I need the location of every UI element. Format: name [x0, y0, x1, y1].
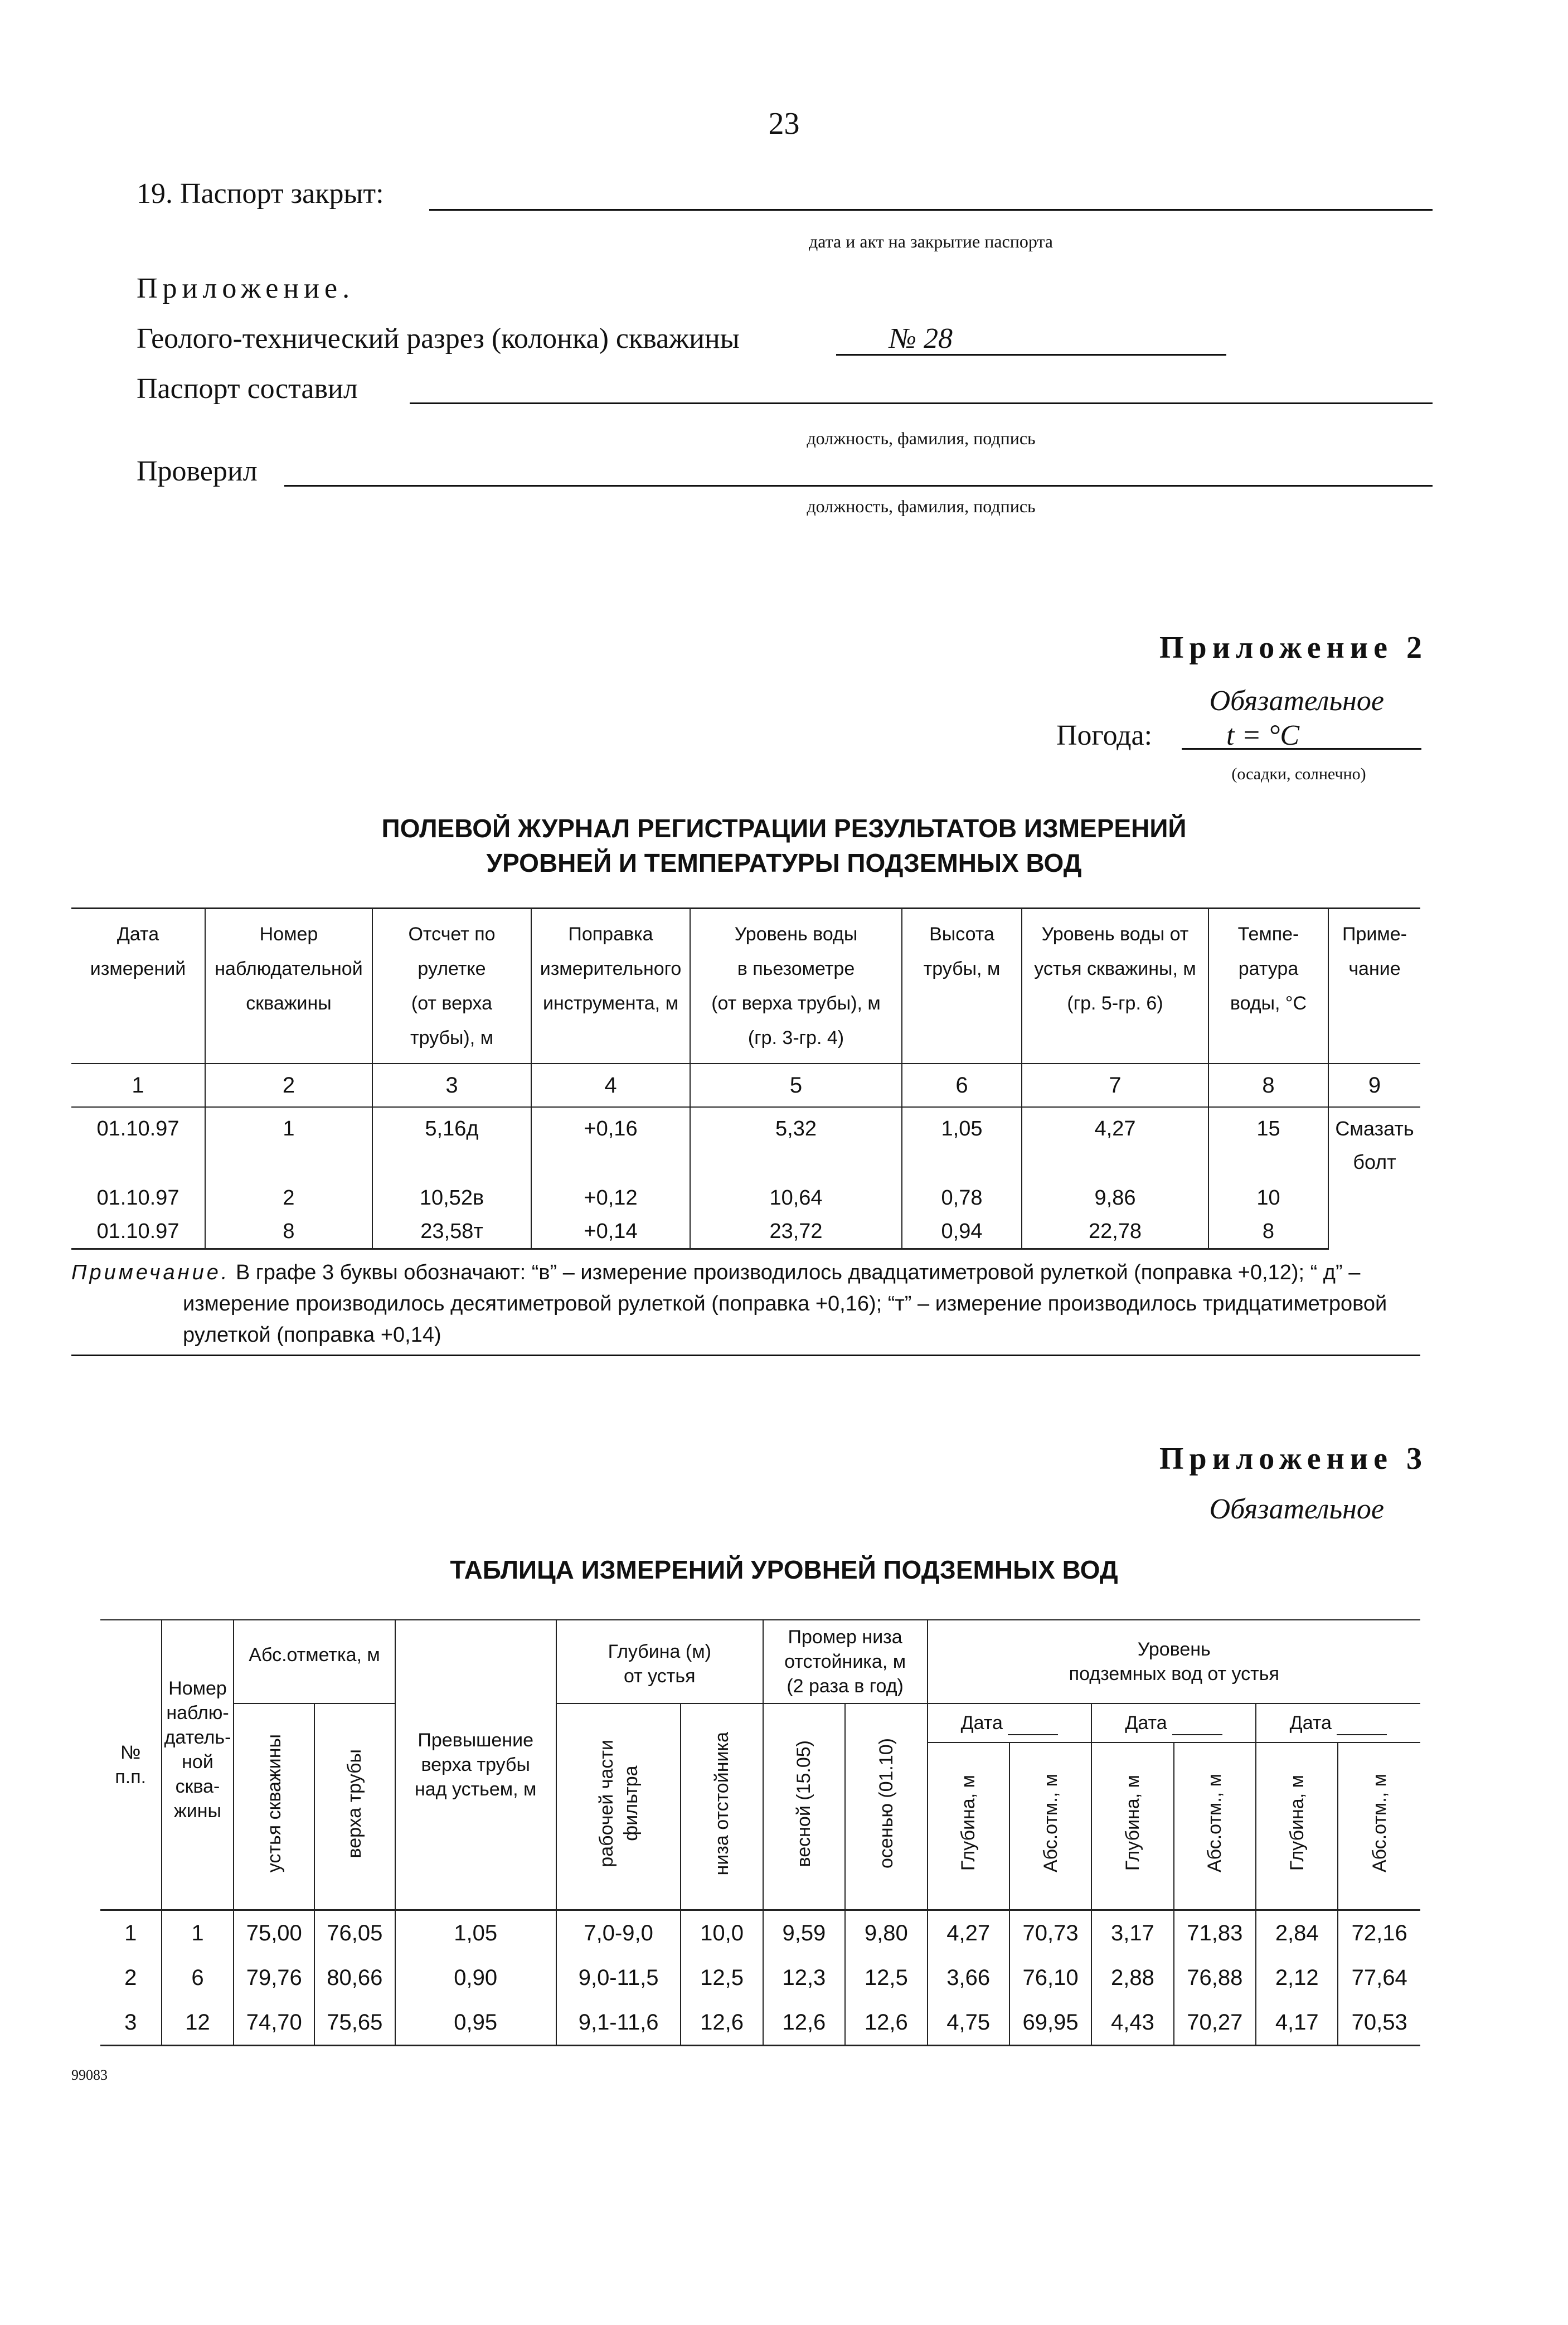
col-header-pipe-height: Высота трубы, м	[902, 909, 1022, 1064]
table-row: 01.10.97 1 5,16д +0,16 5,32 1,05 4,27 15 Смазать болт	[71, 1107, 1420, 1145]
col-header-sump-bottom: низа отстойника	[681, 1703, 763, 1910]
col-header-abs-wellhead: устья скважины	[234, 1703, 314, 1910]
table-row: 01.10.97 8 23,58т +0,14 23,72 0,94 22,78 8	[71, 1215, 1420, 1249]
appendix-label: Приложение.	[137, 273, 355, 304]
checked-caption: должность, фамилия, подпись	[807, 496, 1036, 516]
weather-value: t = °C	[1226, 720, 1300, 751]
appendix3-status: Обязательное	[1209, 1493, 1384, 1525]
col-header-excess: Превышение верха трубы над устьем, м	[395, 1620, 556, 1910]
weather-line	[1182, 748, 1421, 750]
appendix2-title: Приложение 2	[1159, 630, 1428, 665]
compiled-line	[410, 402, 1433, 404]
note-line3: рулеткой (поправка +0,14)	[183, 1323, 441, 1347]
journal-header-row	[71, 909, 1420, 1064]
col-header-depth-1: Глубина, м	[928, 1742, 1009, 1910]
col-header-well: Номер наблюдательной скважины	[205, 909, 372, 1064]
passport-closed-caption: дата и акт на закрытие паспорта	[808, 231, 1053, 251]
checked-line	[284, 485, 1433, 487]
note-line2: измерение производилось десятиметровой рулеткой (поправка +0,16); “т” – измерение производилось тридцатиметровой	[183, 1292, 1387, 1316]
col-header-well-number: Номер наблю- датель- ной сква- жины	[162, 1620, 234, 1910]
journal-heading-line2: УРОВНЕЙ И ТЕМПЕРАТУРЫ ПОДЗЕМНЫХ ВОД	[486, 848, 1082, 877]
col-header-sump: Промер низа отстойника, м (2 раза в год)	[763, 1620, 928, 1703]
journal-note	[71, 1257, 1420, 1351]
measurement-heading: ТАБЛИЦА ИЗМЕРЕНИЙ УРОВНЕЙ ПОДЗЕМНЫХ ВОД	[450, 1555, 1118, 1584]
date-header-1: Дата	[928, 1703, 1092, 1742]
weather-label: Погода:	[1056, 720, 1153, 751]
col-header-correction: Поправка измерительного инструмента, м	[531, 909, 690, 1064]
well-number: № 28	[889, 323, 953, 355]
appendix2-status: Обязательное	[1209, 685, 1384, 717]
table-row: 2 6 79,76 80,66 0,90 9,0-11,5 12,5 12,3 12,5 3,66 76,10 2,88 76,88 2,12 77,64	[100, 1955, 1420, 2000]
note-label: Примечание.	[71, 1261, 230, 1284]
col-header-piezometer: Уровень воды в пьезометре (от верха трубы), м (гр. 3-гр. 4)	[690, 909, 902, 1064]
footer-code: 99083	[71, 2067, 108, 2083]
col-header-remark: Приме- чание	[1328, 909, 1420, 1064]
col-header-absmark-2: Абс.отм., м	[1174, 1742, 1256, 1910]
col-header-abs-mark: Абс.отметка, м	[234, 1620, 395, 1703]
remark-cell: Смазать болт	[1328, 1107, 1420, 1249]
passport-closed-line	[429, 209, 1433, 211]
col-header-temperature: Темпе- ратура воды, °С	[1208, 909, 1328, 1064]
page-number: 23	[768, 106, 800, 141]
col-header-depth: Глубина (м) от устья	[556, 1620, 763, 1703]
weather-caption: (осадки, солнечно)	[1231, 765, 1366, 783]
date-header-3: Дата	[1256, 1703, 1420, 1742]
col-header-date: Дата измерений	[71, 909, 205, 1064]
col-header-abs-pipe: верха трубы	[314, 1703, 395, 1910]
col-header-depth-3: Глубина, м	[1256, 1742, 1338, 1910]
column-numbers-row: 1 2 3 4 5 6 7 8 9	[71, 1064, 1420, 1107]
passport-closed-label: 19. Паспорт закрыт:	[137, 178, 384, 210]
col-header-depth-2: Глубина, м	[1091, 1742, 1173, 1910]
col-header-water-level: Уровень воды от устья скважины, м (гр. 5-гр. 6)	[1022, 909, 1208, 1064]
field-journal-table	[71, 907, 1420, 1250]
table-row: 01.10.97 2 10,52в +0,12 10,64 0,78 9,86 10	[71, 1145, 1420, 1215]
col-header-autumn: осенью (01.10)	[845, 1703, 927, 1910]
col-header-level: Уровень подземных вод от устья	[928, 1620, 1420, 1703]
col-header-spring: весной (15.05)	[763, 1703, 845, 1910]
table-row: 3 12 74,70 75,65 0,95 9,1-11,6 12,6 12,6 12,6 4,75 69,95 4,43 70,27 4,17 70,53	[100, 2000, 1420, 2046]
date-header-2: Дата	[1091, 1703, 1256, 1742]
table-row: 1 1 75,00 76,05 1,05 7,0-9,0 10,0 9,59 9,80 4,27 70,73 3,17 71,83 2,84 72,16	[100, 1910, 1420, 1955]
col-header-num: № п.п.	[100, 1620, 162, 1910]
col-header-reading: Отсчет по рулетке (от верха трубы), м	[372, 909, 531, 1064]
note-bottom-rule	[71, 1355, 1420, 1356]
col-header-filter: рабочей части фильтра	[556, 1703, 681, 1910]
journal-heading-line1: ПОЛЕВОЙ ЖУРНАЛ РЕГИСТРАЦИИ РЕЗУЛЬТАТОВ ИЗМЕРЕНИЙ	[381, 814, 1187, 843]
compiled-caption: должность, фамилия, подпись	[807, 428, 1036, 448]
appendix3-title: Приложение 3	[1159, 1441, 1428, 1476]
journal-heading	[0, 811, 1568, 880]
compiled-label: Паспорт составил	[137, 373, 358, 405]
checked-label: Проверил	[137, 455, 258, 487]
col-header-absmark-1: Абс.отм., м	[1009, 1742, 1092, 1910]
col-header-absmark-3: Абс.отм., м	[1338, 1742, 1420, 1910]
section-label: Геолого-технический разрез (колонка) скважины	[137, 323, 740, 355]
note-line1: В графе 3 буквы обозначают: “в” – измерение производилось двадцатиметровой рулеткой (поправка +0,12); “ д” –	[235, 1261, 1361, 1284]
groundwater-measurement-table	[100, 1619, 1420, 2046]
